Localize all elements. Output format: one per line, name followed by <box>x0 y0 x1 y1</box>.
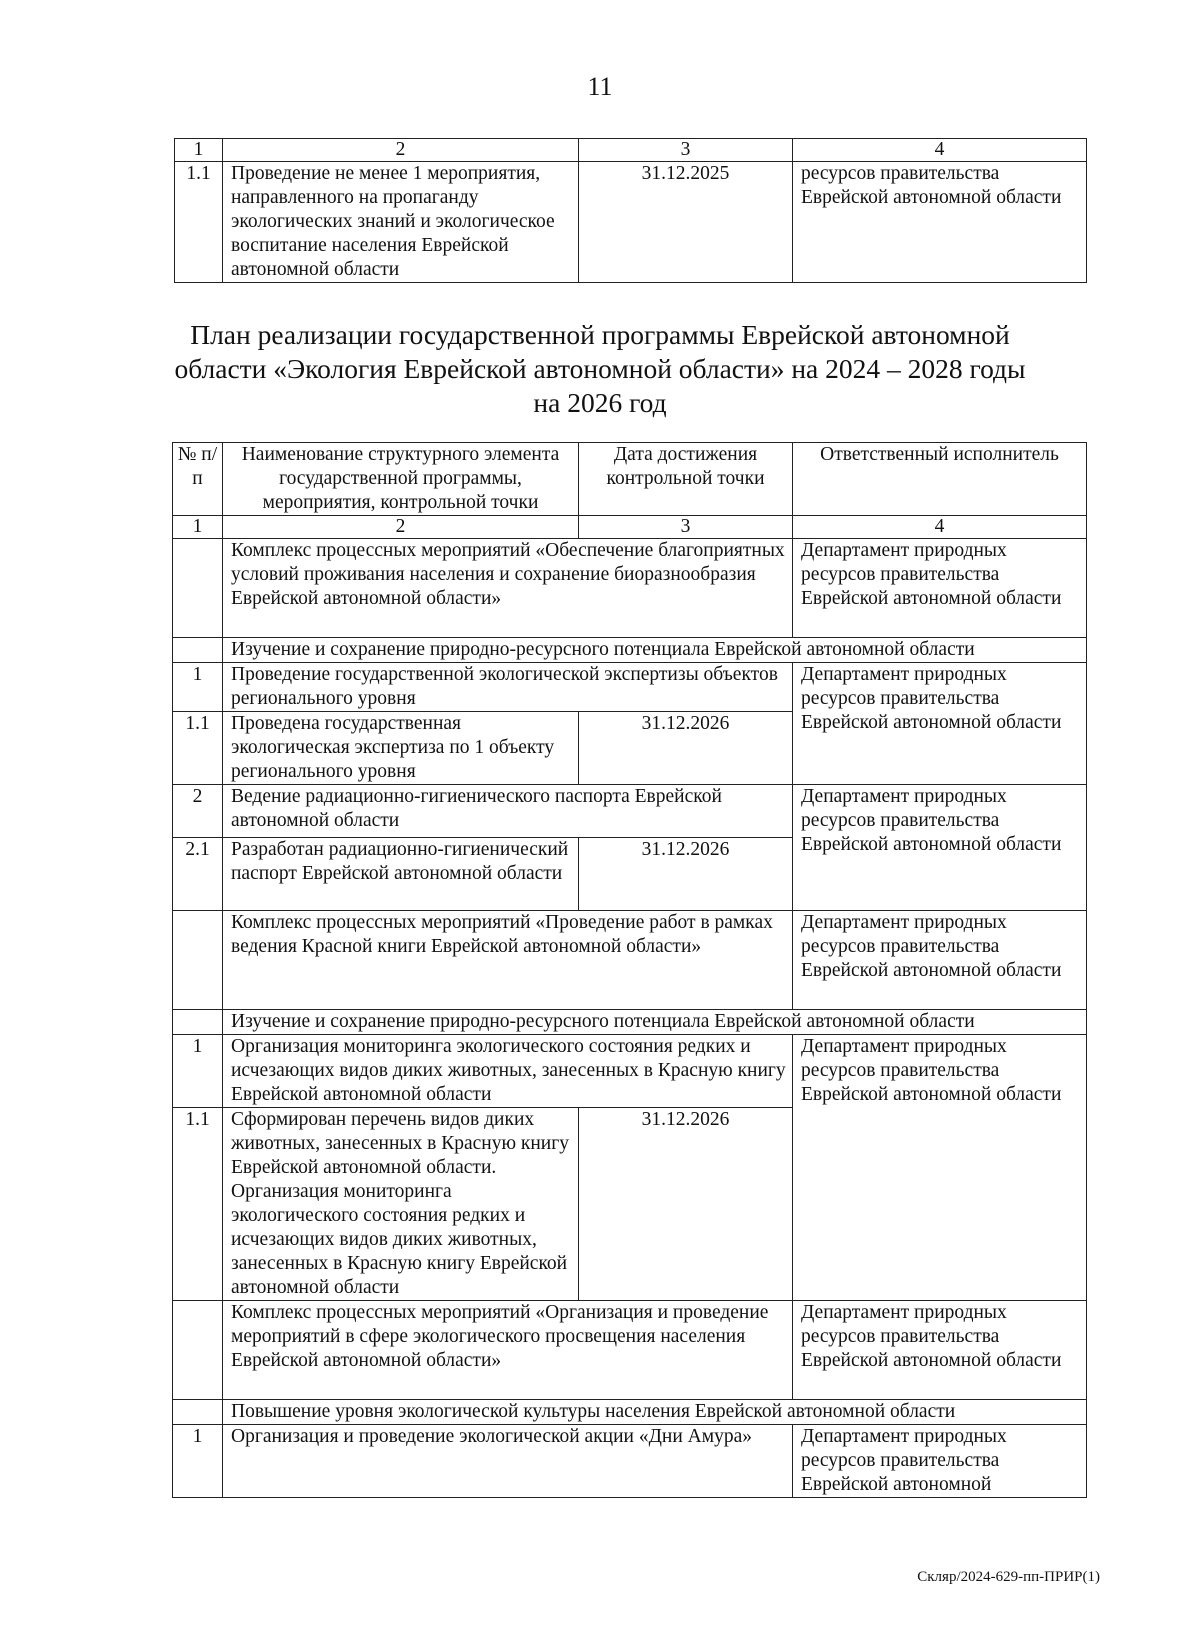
empty-cell <box>173 539 223 638</box>
title-line: области «Экология Еврейской автономной области» на 2024 – 2028 годы <box>174 353 1026 384</box>
page-number: 11 <box>587 72 613 101</box>
row-name: Разработан радиационно-гигиенический паспорт Еврейской автономной области <box>223 838 579 911</box>
table-row <box>173 1010 1087 1035</box>
row-name: Организация мониторинга экологического состояния редких и исчезающих видов диких животных, занесенных в Красную книгу Еврейской автономной области <box>223 1035 793 1108</box>
row-number: 1 <box>173 1425 223 1498</box>
header-row <box>173 443 1087 516</box>
complex-title: Комплекс процессных мероприятий «Проведение работ в рамках ведения Красной книги Еврейской автономной области» <box>223 911 793 1010</box>
row-number: 1.1 <box>173 712 223 785</box>
task-title: Изучение и сохранение природно-ресурсного потенциала Еврейской автономной области <box>223 638 1087 663</box>
empty-cell <box>173 1400 223 1425</box>
empty-cell <box>173 1010 223 1035</box>
responsible-cell: Департамент природных ресурсов правительства Еврейской автономной области <box>793 785 1087 911</box>
col-number-3: 3 <box>579 516 793 539</box>
table-row <box>173 663 1087 712</box>
table-row <box>173 911 1087 1010</box>
col-number-1: 1 <box>175 139 223 162</box>
header-num: № п/п <box>173 443 223 516</box>
title-line: на 2026 год <box>533 387 667 418</box>
row-name: Организация и проведение экологической акции «Дни Амура» <box>223 1425 793 1498</box>
row-name: Ведение радиационно-гигиенического паспорта Еврейской автономной области <box>223 785 793 838</box>
row-number: 2 <box>173 785 223 838</box>
responsible-cell: Департамент природных ресурсов правительства Еврейской автономной области <box>793 1301 1087 1400</box>
row-number: 1.1 <box>173 1108 223 1301</box>
table-row <box>173 539 1087 638</box>
row-name: Сформирован перечень видов диких животных, занесенных в Красную книгу Еврейской автономной области. Организация мониторинга экологического состояния редких и исчезающих видов диких животных, занесенных в Красную книгу Еврейской автономной области <box>223 1108 579 1301</box>
plan-table <box>172 442 1087 1498</box>
table-row <box>173 1035 1087 1108</box>
table-row <box>173 638 1087 663</box>
column-numbers-row <box>173 516 1087 539</box>
table-row <box>173 785 1087 838</box>
column-numbers-row <box>175 139 1087 162</box>
row-number: 1.1 <box>175 162 223 283</box>
col-number-2: 2 <box>223 516 579 539</box>
col-number-4: 4 <box>793 516 1087 539</box>
plan-title <box>0 318 1200 420</box>
responsible-cell: Департамент природных ресурсов правительства Еврейской автономной <box>793 1425 1087 1498</box>
responsible-cell: Департамент природных ресурсов правительства Еврейской автономной области <box>793 911 1087 1010</box>
continued-table <box>174 138 1087 283</box>
empty-cell <box>173 638 223 663</box>
table-row <box>173 1301 1087 1400</box>
complex-title: Комплекс процессных мероприятий «Организация и проведение мероприятий в сфере экологического просвещения населения Еврейской автономной области» <box>223 1301 793 1400</box>
task-title: Изучение и сохранение природно-ресурсного потенциала Еврейской автономной области <box>223 1010 1087 1035</box>
row-number: 1 <box>173 663 223 712</box>
empty-cell <box>173 911 223 1010</box>
col-number-1: 1 <box>173 516 223 539</box>
responsible-cell: Департамент природных ресурсов правительства Еврейской автономной области <box>793 1035 1087 1301</box>
title-line: План реализации государственной программы Еврейской автономной <box>190 319 1010 350</box>
row-date: 31.12.2026 <box>579 838 793 911</box>
empty-cell <box>173 1301 223 1400</box>
row-date: 31.12.2026 <box>579 712 793 785</box>
col-number-4: 4 <box>793 139 1087 162</box>
row-responsible: ресурсов правительства Еврейской автономной области <box>793 162 1087 283</box>
col-number-3: 3 <box>579 139 793 162</box>
row-date: 31.12.2025 <box>579 162 793 283</box>
table-row <box>173 1400 1087 1425</box>
row-name: Проведена государственная экологическая экспертиза по 1 объекту регионального уровня <box>223 712 579 785</box>
row-name: Проведение государственной экологической экспертизы объектов регионального уровня <box>223 663 793 712</box>
table-row <box>175 162 1087 283</box>
table-row <box>173 1425 1087 1498</box>
header-date: Дата достижения контрольной точки <box>579 443 793 516</box>
row-number: 2.1 <box>173 838 223 911</box>
document-code: Скляр/2024-629-пп-ПРИР(1) <box>917 1569 1100 1585</box>
responsible-cell: Департамент природных ресурсов правительства Еврейской автономной области <box>793 539 1087 638</box>
task-title: Повышение уровня экологической культуры населения Еврейской автономной области <box>223 1400 1087 1425</box>
row-date: 31.12.2026 <box>579 1108 793 1301</box>
row-name: Проведение не менее 1 мероприятия, направленного на пропаганду экологических знаний и экологическое воспитание населения Еврейской автономной области <box>223 162 579 283</box>
responsible-cell: Департамент природных ресурсов правительства Еврейской автономной области <box>793 663 1087 785</box>
complex-title: Комплекс процессных мероприятий «Обеспечение благоприятных условий проживания населения и сохранение биоразнообразия Еврейской автономной области» <box>223 539 793 638</box>
row-number: 1 <box>173 1035 223 1108</box>
header-responsible: Ответственный исполнитель <box>793 443 1087 516</box>
col-number-2: 2 <box>223 139 579 162</box>
header-name: Наименование структурного элемента государственной программы, мероприятия, контрольной точки <box>223 443 579 516</box>
